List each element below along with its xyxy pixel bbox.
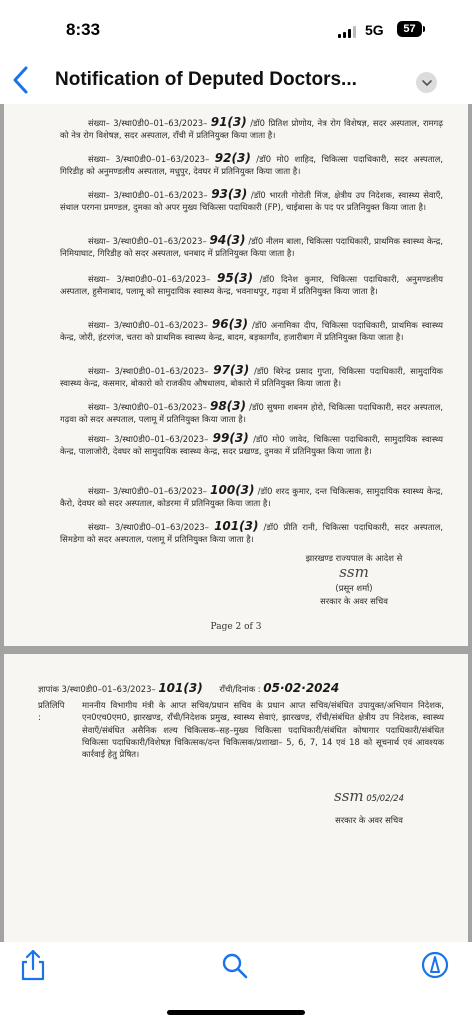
copy-label: प्रतिलिपि : [38, 700, 65, 723]
notification-entry [60, 318, 443, 344]
share-svg [18, 948, 48, 982]
entry-text: /डॉ0 भारती गोरोती मिंज, क्षेत्रीय उप निदेशक, स्वास्थ्य सेवाएँ, संथाल परगना प्रमण्डल, दुमका को अपर मुख्य चिकित्सा पदाधिकारी (FP), चाईबासा के पद पर प्रतिनियुक्त किया जाता है। [60, 190, 443, 213]
pdf-page-3 [4, 654, 468, 942]
back-arrow-svg [10, 64, 32, 96]
signature-scribble: ssm [339, 563, 369, 581]
memo-number: 101(3) [158, 681, 203, 695]
entry-number: 101(3) [214, 519, 259, 533]
pdf-viewer[interactable] [0, 104, 472, 942]
notification-entry [60, 364, 443, 390]
markup-icon[interactable] [420, 948, 454, 982]
copy-text: माननीय विभागीय मंत्री के आप्त सचिव/प्रधान सचिव के प्रधान आप्त सचिव/संबंधित उपायुक्त/अभियान निदेशक, एन0एच0एम0, झारखण्ड, राँची/निदेशक प्रमुख, स्वास्थ्य सेवाएं, झारखण्ड, राँची/संबंधित क्षेत्रीय उप निदेशक, स्वास्थ्य सेवाएँ/संबंधित असैनिक शल्य चिकित्सक–सह–मुख्य चिकित्सा पदाधिकारी/संबंधित कोषागार पदाधिकारी/संबंधित चिकित्सा पदाधिकारी/विशेषज्ञ चिकित्सक/दन्त चिकित्सक/प्रशाखा– 5, 6, 7, 14 एवं 18 को सूचनार्थ एवं आवश्यक कार्रवाई हेतु प्रेषित। [82, 700, 444, 760]
entry-prefix: संख्या– 3/स्था0डी0–01–63/2023– [88, 236, 207, 246]
notification-entry [60, 520, 443, 546]
entry-prefix: संख्या– 3/स्था0डी0–01–63/2023– [88, 154, 210, 164]
search-svg [220, 948, 250, 982]
entry-text: /डॉ0 प्रीति रानी, चिकित्सा पदाधिकारी, सदर अस्पताल, सिमडेगा को सदर अस्पताल, पलामू में प्रतिनियुक्त किया जाता है। [60, 522, 443, 545]
memo-prefix: ज्ञापांक 3/स्था0डी0–01–63/2023– [38, 684, 156, 694]
notification-entry [60, 188, 443, 214]
notification-entry [60, 400, 443, 426]
entry-number: 91(3) [210, 115, 247, 129]
battery-icon: 57 [397, 21, 422, 37]
search-icon[interactable] [220, 948, 254, 982]
entry-number: 94(3) [209, 233, 246, 247]
home-indicator[interactable] [167, 1010, 305, 1015]
memo-date: 05·02·2024 [263, 681, 340, 695]
entry-prefix: संख्या– 3/स्था0डी0–01–63/2023– [88, 434, 209, 444]
signature-2 [294, 787, 444, 805]
network-type: 5G [365, 22, 384, 38]
entry-prefix: संख्या– 3/स्था0डी0–01–63/2023– [88, 486, 207, 496]
notification-entry [60, 484, 443, 510]
entry-number: 97(3) [213, 363, 250, 377]
battery-tip [423, 26, 425, 32]
title-menu-chevron-down-icon[interactable] [416, 72, 437, 93]
notification-entry [60, 432, 443, 458]
share-icon[interactable] [18, 948, 52, 982]
memo-place: राँची/दिनांक : [219, 684, 261, 694]
signer-title: सरकार के अवर सचिव [320, 596, 388, 606]
entry-text: /डॉ0 बिरेन्द्र प्रसाद गुप्ता, चिकित्सा पदाधिकारी, सामुदायिक स्वास्थ्य केन्द्र, कसमार, बोकारो को राजकीय औषधालय, बोकारो में प्रतिनियुक्त किया जाता है। [60, 366, 443, 389]
entry-number: 95(3) [217, 271, 254, 285]
status-time: 8:33 [66, 20, 101, 39]
entry-text: /डॉ0 शरद कुमार, दन्त चिकित्सक, सामुदायिक स्वास्थ्य केन्द्र, कैरो, देवघर को सदर अस्पताल, कोडरमा में प्रतिनियुक्त किया जाता है। [60, 486, 444, 509]
entry-prefix: संख्या– 3/स्था0डी0–01–63/2023– [88, 190, 208, 200]
page-number: Page 2 of 3 [210, 622, 262, 632]
entry-number: 93(3) [211, 187, 248, 201]
entry-text: /डॉ0 मो0 शाहिद, चिकित्सा पदाधिकारी, सदर अस्पताल, गिरिडीह को अनुमण्डलीय अस्पताल, मधुपुर, देवघर में प्रतिनियुक्त किया जाता है। [60, 154, 444, 177]
entry-number: 98(3) [209, 399, 246, 413]
entry-prefix: संख्या– 3/स्था0डी0–01–63/2023– [88, 522, 209, 532]
sign-date: 05/02/24 [366, 793, 404, 803]
notification-entry [60, 152, 443, 178]
entry-number: 100(3) [210, 483, 255, 497]
signature-1 [264, 563, 444, 581]
document-title[interactable]: Notification of Deputed Doctors... [55, 69, 357, 90]
entry-number: 96(3) [211, 317, 248, 331]
entry-prefix: संख्या– 3/स्था0डी0–01–63/2023– [88, 320, 208, 330]
chevron-down-svg [422, 79, 432, 87]
entry-text: /डॉ0 मो0 जावेद, चिकित्सा पदाधिकारी, सामुदायिक स्वास्थ्य केन्द्र, पालाजोरी, देवघर को सामुदायिक स्वास्थ्य केन्द्र, सदर प्रखण्ड, दुमका में प्रतिनियुक्त किया जाता है। [60, 434, 444, 457]
signer-title-2: सरकार के अवर सचिव [335, 815, 403, 825]
entry-text: /डॉ0 नीलम बाला, चिकित्सा पदाधिकारी, प्राथमिक स्वास्थ्य केन्द्र, निमियाघाट, गिरिडीह को सदर अस्पताल, धनबाद में प्रतिनियुक्त किया जाता है। [60, 236, 443, 259]
cellular-signal-icon [338, 26, 356, 38]
entry-prefix: संख्या– 3/स्था0डी0–01–63/2023– [88, 274, 211, 284]
entry-text: /डॉ0 अनामिका दीप, चिकित्सा पदाधिकारी, प्राथमिक स्वास्थ्य केन्द्र, जोरी, हंटरगंज, चतरा को प्राथमिक स्वास्थ्य केन्द्र, बादम, बड़कागाँव, हजारीबाग में प्रतिनियुक्त किया जाता है। [60, 320, 443, 343]
entry-number: 92(3) [214, 151, 251, 165]
order-line: झारखण्ड राज्यपाल के आदेश से [305, 553, 403, 563]
entry-text: /डॉ0 सुषमा शबनम होरो, चिकित्सा पदाधिकारी, सदर अस्पताल, गढ़वा को सदर अस्पताल, पलामू में प्रतिनियुक्त किया जाता है। [60, 402, 444, 425]
entry-prefix: संख्या– 3/स्था0डी0–01–63/2023– [88, 366, 209, 376]
notification-entry [60, 116, 443, 142]
notification-entry [60, 272, 443, 298]
nav-bar [0, 60, 472, 104]
signature-scribble-2: ssm [334, 787, 364, 805]
entry-text: /डॉ0 प्रितिश प्रोणोय, नेत्र रोग विशेषज्ञ, सदर अस्पताल, रामगढ़ को नेत्र रोग विशेषज्ञ, सदर अस्पताल, राँची में प्रतिनियुक्त किया जाता है। [60, 118, 443, 141]
signer-name: (प्रसून शर्मा) [335, 583, 373, 593]
notification-entry [60, 234, 443, 260]
entry-number: 99(3) [212, 431, 249, 445]
markup-svg [420, 948, 450, 982]
pdf-page-2 [4, 104, 468, 646]
memo-line [38, 682, 442, 695]
entry-prefix: संख्या– 3/स्था0डी0–01–63/2023– [88, 118, 208, 128]
entry-prefix: संख्या– 3/स्था0डी0–01–63/2023– [88, 402, 207, 412]
entry-text: /डॉ0 दिनेश कुमार, चिकित्सा पदाधिकारी, अनुमण्डलीय अस्पताल, हुसैनाबाद, पलामू को सामुदायिक स्वास्थ्य केन्द्र, भवनाथपुर, गढ़वा में प्रतिनियुक्त किया जाता है। [60, 274, 443, 297]
back-chevron-icon[interactable] [10, 64, 40, 100]
status-bar [0, 0, 472, 60]
